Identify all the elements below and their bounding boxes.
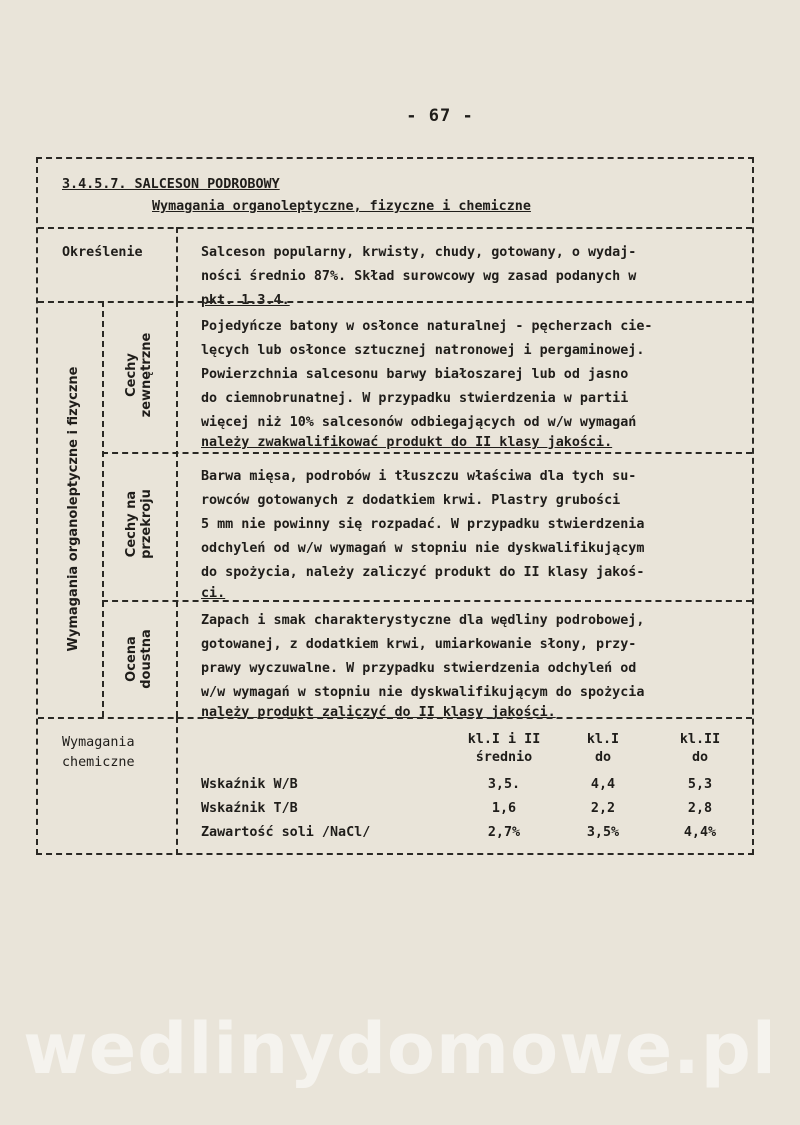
divider [176,227,178,301]
divider [38,717,752,719]
requirements-table [36,157,754,855]
row-name: Wskaźnik T/B [201,801,298,816]
cross-section-line: 5 mm nie powinny się rozpadać. W przypadku stwierdzenia [201,517,645,532]
column-header: kl.II do [679,732,721,765]
divider [102,600,752,602]
external-line: do ciemnobrunatnej. W przypadku stwierdzenia w partii [201,391,629,406]
page-number: - 67 - [406,106,474,126]
row-name: Wskaźnik W/B [201,777,298,792]
section-subtitle: Wymagania organoleptyczne, fizyczne i chemiczne [152,199,531,214]
column-header: kl.I do [586,732,620,765]
cross-section-label: Cechy na przekroju [124,489,154,559]
row-value: 3,5. [487,777,521,792]
definition-line: Salceson popularny, krwisty, chudy, gotowany, o wydaj- [201,245,637,260]
row-value: 4,4% [683,825,717,840]
definition-label: Określenie [62,245,143,260]
cross-section-line: do spożycia, należy zaliczyć produkt do II klasy jakoś- [201,565,645,580]
watermark: wedlinydomowe.pl [23,1008,777,1090]
external-line: Pojedyńcze batony w osłonce naturalnej - pęcherzach cie- [201,319,653,334]
section-title: 3.4.5.7. SALCESON PODROBOWY [62,177,280,192]
divider [176,301,178,717]
oral-evaluation-label: Ocena doustna [124,629,154,689]
divider [38,301,752,303]
cross-section-line: ci. [201,586,226,601]
external-features-label: Cechy zewnętrzne [124,332,154,418]
divider [102,301,104,717]
external-line: Powierzchnia salcesonu barwy białoszarej lub od jasno [201,367,629,382]
divider [38,227,752,229]
row-value: 5,3 [687,777,713,792]
row-value: 1,6 [491,801,517,816]
oral-line: Zapach i smak charakterystyczne dla wędliny podrobowej, [201,613,645,628]
row-value: 4,4 [590,777,616,792]
cross-section-line: rowców gotowanych z dodatkiem krwi. Plastry grubości [201,493,621,508]
row-value: 2,2 [590,801,616,816]
divider [176,717,178,855]
definition-line: ności średnio 87%. Skład surowcowy wg zasad podanych w [201,269,637,284]
definition-line: pkt. 1.3.4. [201,293,290,308]
row-value: 2,8 [687,801,713,816]
oral-line: prawy wyczuwalne. W przypadku stwierdzenia odchyleń od [201,661,637,676]
row-value: 3,5% [586,825,620,840]
chemical-label: Wymagania chemiczne [62,735,135,770]
external-line: więcej niż 10% salcesonów odbiegających od w/w wymagań [201,415,637,430]
organoleptic-group-label: Wymagania organoleptyczne i fizyczne [66,366,81,652]
row-value: 2,7% [487,825,521,840]
cross-section-line: Barwa mięsa, podrobów i tłuszczu właściwa dla tych su- [201,469,637,484]
oral-line: należy produkt zaliczyć do II klasy jakości. [201,705,556,720]
column-header: kl.I i II średnio [467,732,541,765]
cross-section-line: odchyleń od w/w wymagań w stopniu nie dyskwalifikującym [201,541,645,556]
divider [102,452,752,454]
oral-line: gotowanej, z dodatkiem krwi, umiarkowanie słony, przy- [201,637,637,652]
external-line: lęcych lub osłonce sztucznej natronowej i pergaminowej. [201,343,645,358]
row-name: Zawartość soli /NaCl/ [201,825,371,840]
oral-line: w/w wymagań w stopniu nie dyskwalifikującym do spożycia [201,685,645,700]
external-line: należy zwakwalifikować produkt do II klasy jakości. [201,435,613,450]
